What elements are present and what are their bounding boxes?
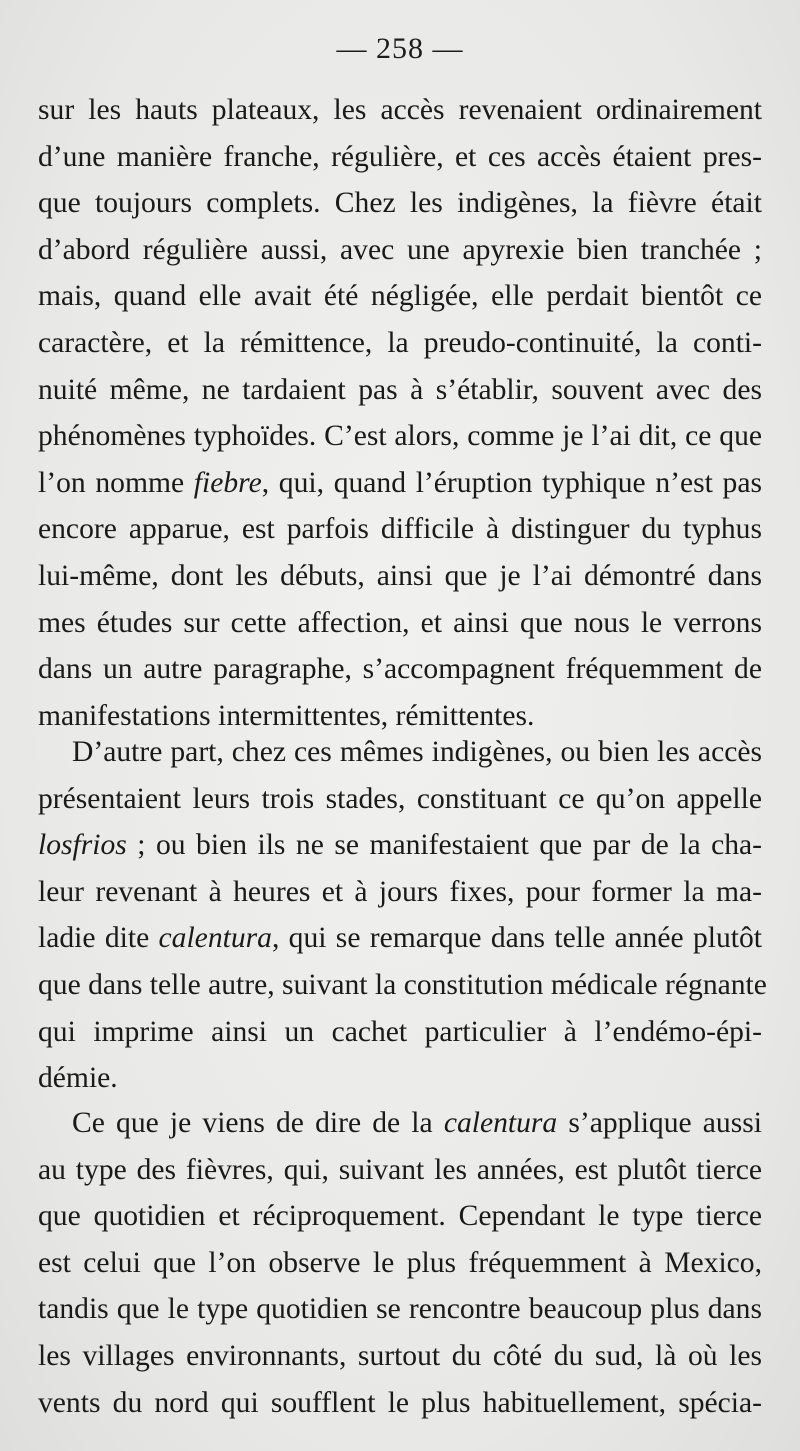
text-line: caractère, et la rémittence, la preudo-continuité, la conti- [38, 326, 762, 359]
text-line: D’autre part, chez ces mêmes indigènes, ou bien les accès [72, 736, 762, 768]
text-line: losfrios ; ou bien ils ne se manifestaient que par de la cha- [38, 829, 762, 862]
text-line: lui-même, dont les débuts, ainsi que je l’ai démontré dans [38, 559, 762, 592]
text-line: que quotidien et réciproquement. Cependant le type tierce [38, 1200, 762, 1233]
text-line: sur les hauts plateaux, les accès revenaient ordinairement [38, 94, 762, 126]
text-line: Ce que je viens de dire de la calentura s’applique aussi [72, 1107, 762, 1139]
italic-term: losfrios [38, 829, 127, 862]
text-line: phénomènes typhoïdes. C’est alors, comme je l’ai dit, ce que [38, 420, 762, 453]
text-line: l’on nomme fiebre, qui, quand l’éruption typhique n’est pas [38, 466, 762, 499]
text-line: est celui que l’on observe le plus fréquemment à Mexico, [38, 1246, 762, 1279]
paragraph-1 [38, 87, 762, 739]
text-line: au type des fièvres, qui, suivant les années, est plutôt tierce [38, 1153, 762, 1186]
page-number: — 258 — [336, 32, 464, 65]
text-line: démie. [38, 1062, 118, 1095]
paragraph-3 [38, 1100, 762, 1426]
text-line: encore apparue, est parfois difficile à distinguer du typhus [38, 513, 762, 546]
text-line: que dans telle autre, suivant la constitution médicale régnante [38, 968, 767, 1001]
text-line: qui imprime ainsi un cachet particulier à l’endémo-épi- [38, 1015, 762, 1048]
italic-term: calentura [158, 922, 272, 955]
text-line: vents du nord qui soufflent le plus habituellement, spécia- [38, 1386, 762, 1419]
text-line: tandis que le type quotidien se rencontre beaucoup plus dans [38, 1293, 762, 1326]
italic-term: calentura [443, 1107, 558, 1139]
text-line: dans un autre paragraphe, s’accompagnent fréquemment de [38, 653, 762, 686]
text-line: mes études sur cette affection, et ainsi que nous le verrons [38, 606, 762, 639]
italic-term: fiebre [193, 466, 262, 499]
text-line: manifestations intermittentes, rémittentes. [38, 699, 535, 732]
text-line: d’abord régulière aussi, avec une apyrexie bien tranchée ; [38, 233, 762, 266]
text-line: nuité même, ne tardaient pas à s’établir, souvent avec des [38, 373, 762, 406]
text-line: d’une manière franche, régulière, et ces accès étaient pres- [38, 140, 762, 173]
text-line: leur revenant à heures et à jours fixes, pour former la ma- [38, 875, 762, 908]
text-line: mais, quand elle avait été négligée, elle perdait bientôt ce [38, 280, 762, 313]
text-line: les villages environnants, surtout du côté du sud, là où les [38, 1339, 762, 1372]
paragraph-2 [38, 729, 767, 1102]
text-line: ladie dite calentura, qui se remarque dans telle année plutôt [38, 922, 763, 955]
text-line: présentaient leurs trois stades, constituant ce qu’on appelle [38, 782, 762, 815]
text-line: que toujours complets. Chez les indigènes, la fièvre était [38, 187, 762, 220]
